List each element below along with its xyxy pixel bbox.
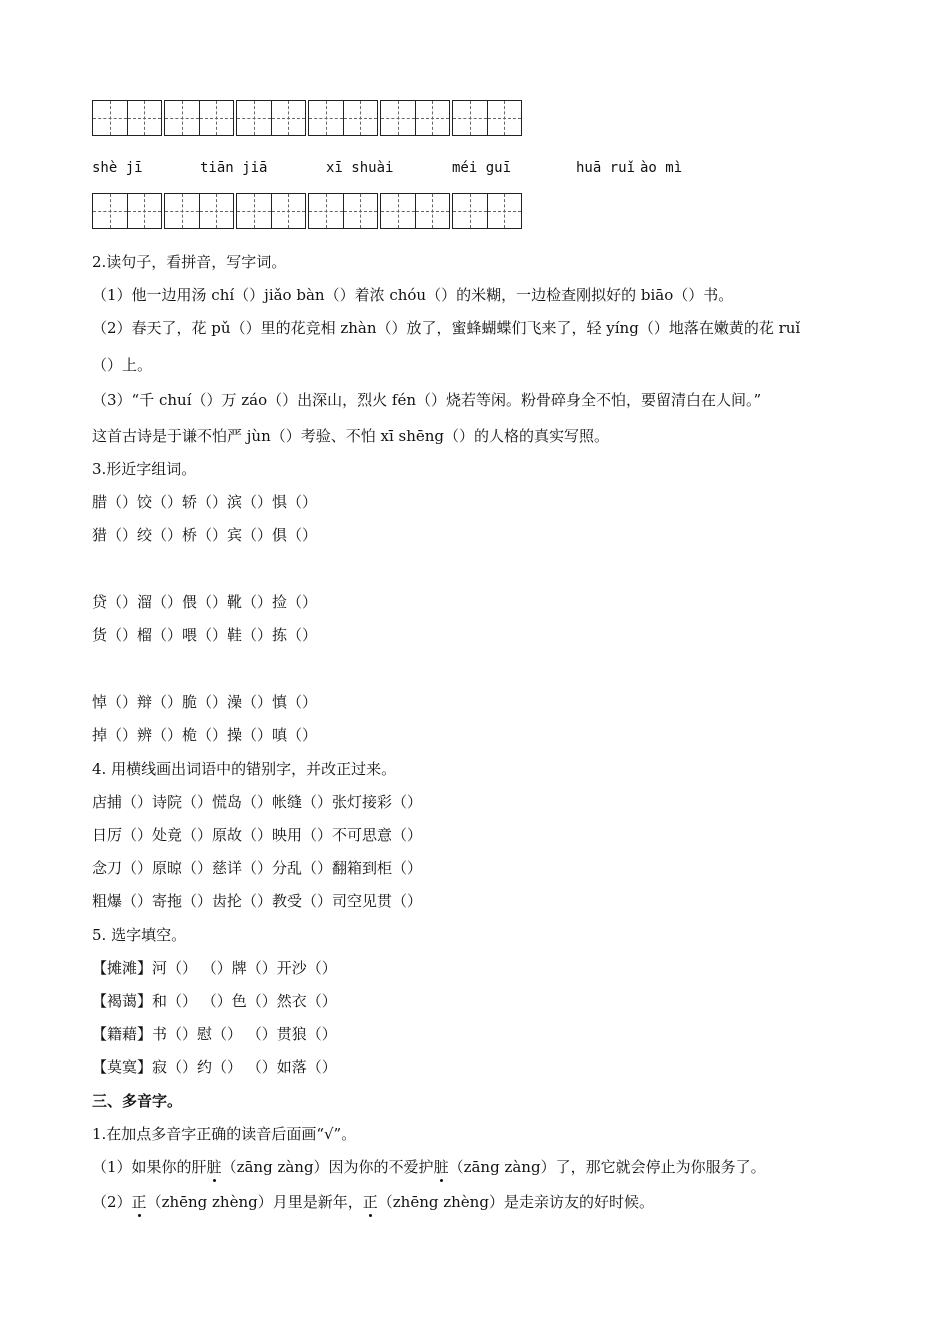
q5-title: 5. 选字填空。	[92, 926, 187, 944]
writing-box[interactable]	[308, 193, 378, 229]
dotted-char: 脏	[433, 1158, 449, 1176]
text-part: （zāng zàng）了，那它就会停止为你服务了。	[448, 1158, 766, 1176]
writing-box[interactable]	[452, 193, 522, 229]
dotted-char: 正	[362, 1193, 378, 1211]
q4-row: 日厉（）处竟（）原故（）映用（）不可思意（）	[92, 826, 423, 844]
q2-sentence-3b: 这首古诗是于谦不怕严 jùn（）考验、不怕 xī shēng（）的人格的真实写照。	[92, 427, 610, 445]
dotted-char: 脏	[206, 1158, 222, 1176]
pinyin-word: méi guī	[452, 160, 512, 176]
q2-sentence-2b: （）上。	[92, 356, 153, 374]
pinyin-word: ào mì	[640, 160, 683, 176]
pinyin-word: tiān jiā	[200, 160, 268, 176]
writing-box[interactable]	[92, 193, 162, 229]
text-part: （zāng zàng）因为你的不爱护	[221, 1158, 434, 1176]
dotted-char: 正	[131, 1193, 147, 1211]
writing-grid-bottom	[92, 193, 524, 231]
q2-sentence-1: （1）他一边用汤 chí（）jiǎo bàn（）着浓 chóu（）的米糊，一边检查刚拟好的 biāo（）书。	[92, 286, 734, 304]
writing-box[interactable]	[236, 100, 306, 136]
q3-row: 掉（）辨（）桅（）操（）嗔（）	[92, 726, 318, 744]
writing-box[interactable]	[92, 100, 162, 136]
writing-grid-top	[92, 100, 524, 138]
writing-box[interactable]	[164, 100, 234, 136]
writing-box[interactable]	[236, 193, 306, 229]
section-3-line-1	[92, 1157, 766, 1177]
writing-box[interactable]	[452, 100, 522, 136]
text-part: （1）如果你的肝	[92, 1158, 207, 1176]
writing-box[interactable]	[164, 193, 234, 229]
q5-row: 【籍藉】书（）慰（） （）贯狼（）	[92, 1025, 337, 1043]
q4-title: 4. 用横线画出词语中的错别字，并改正过来。	[92, 760, 397, 778]
pinyin-word: huā ruǐ	[576, 160, 636, 176]
text-part: （zhēng zhèng）月里是新年，	[146, 1193, 363, 1211]
text-part: （2）	[92, 1193, 132, 1211]
q5-row: 【莫寞】寂（）约（） （）如落（）	[92, 1058, 337, 1076]
q4-row: 店捕（）诗院（）慌岛（）帐缝（）张灯接彩（）	[92, 793, 423, 811]
q3-title: 3.形近字组词。	[92, 460, 197, 478]
q5-row: 【褐蔼】和（） （）色（）然衣（）	[92, 992, 337, 1010]
q3-row: 贷（）溜（）偎（）靴（）捡（）	[92, 593, 318, 611]
section-3-line-2	[92, 1192, 654, 1212]
pinyin-word: shè jī	[92, 160, 143, 176]
writing-box[interactable]	[380, 100, 450, 136]
q3-row: 货（）榴（）喂（）鞋（）拣（）	[92, 626, 318, 644]
q4-row: 粗爆（）寄拖（）齿抡（）教受（）司空见贯（）	[92, 892, 423, 910]
section-3-title: 三、多音字。	[92, 1092, 183, 1110]
text-part: （zhēng zhèng）是走亲访友的好时候。	[377, 1193, 654, 1211]
q5-row: 【摊滩】河（） （）牌（）开沙（）	[92, 959, 337, 977]
q3-row: 悼（）辩（）脆（）澡（）慎（）	[92, 693, 318, 711]
section-3-q1-title: 1.在加点多音字正确的读音后面画“√”。	[92, 1125, 357, 1143]
writing-box[interactable]	[308, 100, 378, 136]
writing-box[interactable]	[380, 193, 450, 229]
q2-sentence-2a: （2）春天了，花 pǔ（）里的花竞相 zhàn（）放了，蜜蜂蝴蝶们飞来了，轻 yíng（）地落在嫩黄的花 ruǐ	[92, 319, 801, 337]
q3-row: 腊（）饺（）轿（）滨（）惧（）	[92, 493, 318, 511]
pinyin-word: xī shuài	[326, 160, 394, 176]
q2-sentence-3a: （3）“千 chuí（）万 záo（）出深山，烈火 fén（）烧若等闲。粉骨碎身全不怕，要留清白在人间。”	[92, 391, 762, 409]
q3-row: 猎（）绞（）桥（）宾（）俱（）	[92, 526, 318, 544]
q4-row: 念刀（）原晾（）慈详（）分乱（）翻箱到柜（）	[92, 859, 423, 877]
q2-title: 2.读句子，看拼音，写字词。	[92, 253, 287, 271]
